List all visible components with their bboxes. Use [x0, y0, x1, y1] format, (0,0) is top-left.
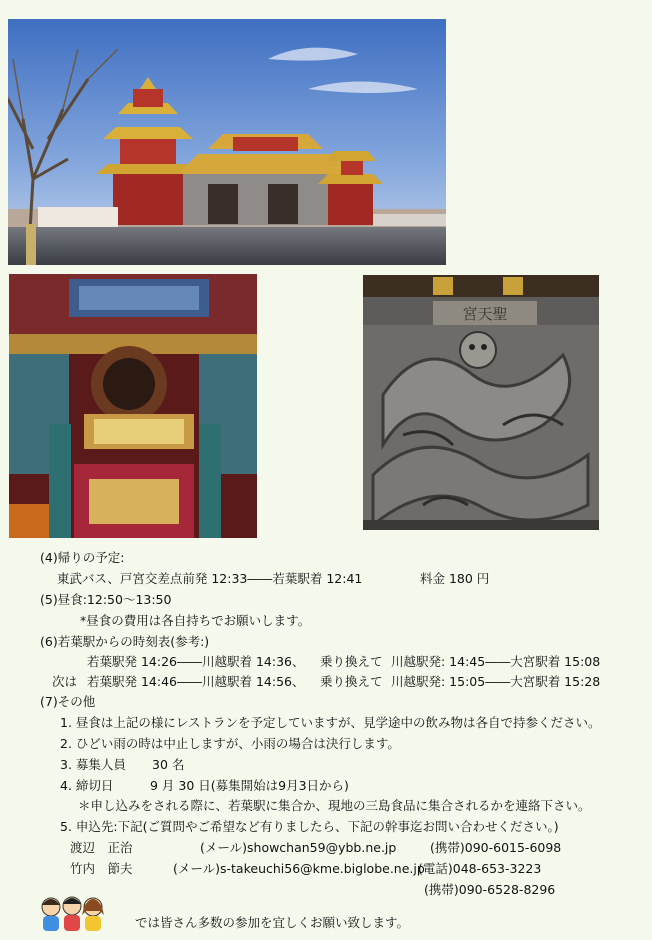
other-item-4-value: 9 月 30 日(募集開始は9月3日から) [150, 778, 349, 793]
return-heading: (4)帰りの予定: [40, 550, 125, 565]
contact-mobile: (携帯)090-6528-8296 [424, 882, 556, 897]
other-item-3-value: 30 名 [152, 757, 185, 772]
temple-exterior-photo [8, 19, 446, 265]
other-item-5: 5. 申込先:下記(ご質問やご希望など有りましたら、下記の幹事迄お問い合わせください。) [60, 819, 559, 834]
timetable-heading: (6)若葉駅からの時刻表(参考:) [40, 634, 210, 649]
timetable-row2-leg1: 若葉駅発 14:46――川越駅着 14:56、 [87, 674, 305, 689]
timetable-row1-leg1: 若葉駅発 14:26――川越駅着 14:36、 [87, 654, 305, 669]
contact-email[interactable]: (メール)showchan59@ybb.ne.jp [200, 840, 397, 855]
contact-name: 竹内 節夫 [70, 861, 133, 876]
return-fare: 料金 180 円 [420, 571, 490, 586]
lunch-note: *昼食の費用は各自持ちでお願いします。 [80, 613, 311, 628]
timetable-row1-transfer: 乗り換えて [320, 654, 383, 669]
other-item-4-label: 4. 締切日 [60, 778, 114, 793]
contact-phone: (携帯)090-6015-6098 [430, 840, 562, 855]
contact-name: 渡辺 正治 [70, 840, 133, 855]
other-item-2: 2. ひどい雨の時は中止しますが、小雨の場合は決行します。 [60, 736, 400, 751]
timetable-row2-transfer: 乗り換えて [320, 674, 383, 689]
closing-message: では皆さん多数の参加を宜しくお願い致します。 [135, 915, 410, 930]
timetable-row2-prefix: 次は [52, 674, 78, 689]
other-item-4-note: ＊申し込みをされる際に、若葉駅に集合か、現地の三島食品に集合されるかを連絡下さい。 [78, 798, 591, 813]
contact-email[interactable]: (メール)s-takeuchi56@kme.biglobe.ne.jp [173, 861, 425, 876]
lunch-heading: (5)昼食:12:50～13:50 [40, 592, 172, 607]
timetable-row2-leg2: 川越駅発: 15:05――大宮駅着 15:28 [391, 674, 601, 689]
contact-phone: (電話)048-653-3223 [418, 861, 542, 876]
return-route: 東武バス、戸宮交差点前発 12:33――若葉駅着 12:41 [57, 571, 363, 586]
temple-ceiling-photo [9, 274, 257, 538]
kids-clipart [37, 893, 107, 933]
other-heading: (7)その他 [40, 694, 96, 709]
other-item-1: 1. 昼食は上記の様にレストランを予定していますが、見学途中の飲み物は各自で持参ください。 [60, 715, 601, 730]
dragon-carving-photo [363, 275, 599, 530]
plaque-text: 宮天聖 [462, 305, 508, 323]
other-item-3-label: 3. 募集人員 [60, 757, 126, 772]
timetable-row1-leg2: 川越駅発: 14:45――大宮駅着 15:08 [391, 654, 601, 669]
